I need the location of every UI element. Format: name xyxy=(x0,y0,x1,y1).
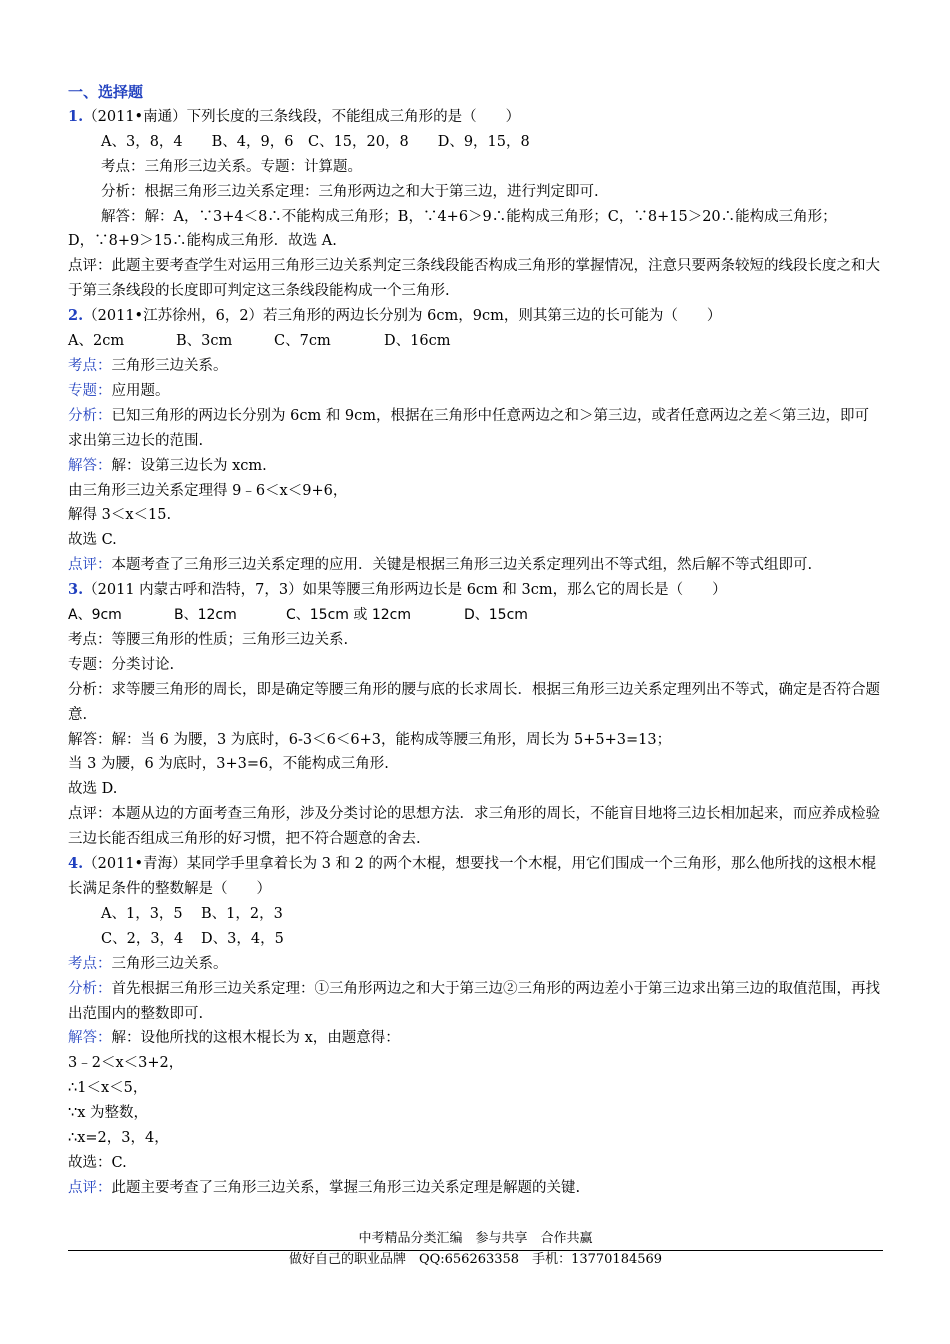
q3-options xyxy=(68,603,883,628)
q3-number: 3. xyxy=(68,581,84,599)
q2-zhuanti: 专题：应用题。 xyxy=(68,382,170,399)
q2-step3: 故选 C. xyxy=(68,532,117,549)
q4-jieda: 解答：解：设他所找的这根木棍长为 x，由题意得： xyxy=(68,1030,400,1047)
q1-jieda-line1: 解答：解：A，∵3+4＜8∴不能构成三角形；B，∵4+6＞9∴能构成三角形；C，∵8+15＞20∴能构成三角形； xyxy=(101,208,837,225)
footer-line2: 做好自己的职业品牌 QQ:656263358 手机：13770184569 xyxy=(288,1252,663,1267)
q2-option-a: A、2cm xyxy=(68,333,125,350)
q4-options-row2 xyxy=(68,927,883,952)
q2-number: 2. xyxy=(68,307,84,325)
q4-option-c: C、2，3，4 xyxy=(101,930,184,947)
q1-options: A、3，8，4 B、4，9，6 C、15，20，8 D、9，15，8 xyxy=(101,133,530,150)
q2-step2: 解得 3＜x＜15. xyxy=(68,507,172,524)
q2-option-c: C、7cm xyxy=(274,333,331,350)
q2-stem: 2.（2011•江苏徐州，6，2）若三角形的两边长分别为 6cm，9cm，则其第三边的长可能为（ ） xyxy=(68,307,722,325)
q4-option-d: D、3，4，5 xyxy=(201,930,284,947)
q1-kaodian: 考点：三角形三边关系。专题：计算题。 xyxy=(101,158,362,175)
q3-stem: 3.（2011 内蒙古呼和浩特，7，3）如果等腰三角形两边长是 6cm 和 3cm，那么它的周长是（ ） xyxy=(68,581,727,599)
q4-step3: ∵x 为整数， xyxy=(68,1105,149,1122)
q3-fenxi: 分析：求等腰三角形的周长，即是确定等腰三角形的腰与底的长求周长．根据三角形三边关系定理列出不等式，确定是否符合题意. xyxy=(68,681,880,723)
q4-stem: 4.（2011•青海）某同学手里拿着长为 3 和 2 的两个木棍，想要找一个木棍，用它们围成一个三角形，那么他所找的这根木棍长满足条件的整数解是（ ） xyxy=(68,855,876,897)
q3-option-b: B、12cm xyxy=(174,607,237,624)
q2-kaodian: 考点：三角形三边关系。 xyxy=(68,357,228,374)
q4-number: 4. xyxy=(68,855,84,873)
q3-dianping: 点评：本题从边的方面考查三角形，涉及分类讨论的思想方法．求三角形的周长，不能盲目地将三边长相加起来，而应养成检验三边长能否组成三角形的好习惯，把不符合题意的舍去. xyxy=(68,806,880,848)
q2-step1: 由三角形三边关系定理得 9﹣6＜x＜9+6， xyxy=(68,482,348,499)
q3-option-d: D、15cm xyxy=(464,607,528,624)
q4-dianping: 点评：此题主要考查了三角形三边关系，掌握三角形三边关系定理是解题的关键. xyxy=(68,1179,581,1196)
section-title: 一、选择题 xyxy=(68,83,144,101)
q1-jieda-line2: D，∵8+9＞15∴能构成三角形．故选 A. xyxy=(68,233,337,250)
footer-line1: 中考精品分类汇编 参与共享 合作共赢 xyxy=(358,1231,593,1246)
q2-option-d: D、16cm xyxy=(384,333,451,350)
q1-number: 1. xyxy=(68,107,84,125)
q4-step2: ∴1＜x＜5， xyxy=(68,1080,148,1097)
q3-kaodian: 考点：等腰三角形的性质；三角形三边关系. xyxy=(68,631,349,648)
q2-option-b: B、3cm xyxy=(176,333,233,350)
q1-dianping: 点评：此题主要考查学生对运用三角形三边关系判定三条线段能否构成三角形的掌握情况，注意只要两条较短的线段长度之和大于第三条线段的长度即可判定这三条线段能构成一个三角形. xyxy=(68,258,880,300)
document-body xyxy=(68,80,883,1201)
q4-options-row1 xyxy=(68,902,883,927)
q2-dianping: 点评：本题考查了三角形三边关系定理的应用．关键是根据三角形三边关系定理列出不等式组，然后解不等式组即可. xyxy=(68,557,813,574)
page-footer xyxy=(68,1230,883,1269)
q4-step1: 3﹣2＜x＜3+2， xyxy=(68,1055,184,1072)
q4-fenxi: 分析：首先根据三角形三边关系定理：①三角形两边之和大于第三边②三角形的两边差小于第三边求出第三边的取值范围，再找出范围内的整数即可. xyxy=(68,980,880,1022)
q3-jieda-line3: 故选 D. xyxy=(68,781,118,798)
q3-jieda-line2: 当 3 为腰，6 为底时，3+3=6，不能构成三角形. xyxy=(68,756,389,773)
q3-option-a: A、9cm xyxy=(68,607,122,624)
q1-fenxi: 分析：根据三角形三边关系定理：三角形两边之和大于第三边，进行判定即可. xyxy=(101,183,599,200)
q4-step4: ∴x=2，3，4， xyxy=(68,1130,169,1147)
q3-option-c: C、15cm 或 12cm xyxy=(286,607,411,624)
q1-stem: 1.（2011•南通）下列长度的三条线段，不能组成三角形的是（ ） xyxy=(68,107,521,125)
q3-jieda-line1: 解答：解：当 6 为腰，3 为底时，6-3＜6＜6+3，能构成等腰三角形，周长为 5+5+3=13； xyxy=(68,731,672,748)
q3-zhuanti: 专题：分类讨论. xyxy=(68,656,175,673)
q2-options xyxy=(68,329,883,354)
q2-jieda: 解答：解：设第三边长为 xcm. xyxy=(68,457,267,474)
q2-fenxi: 分析：已知三角形的两边长分别为 6cm 和 9cm，根据在三角形中任意两边之和＞第三边，或者任意两边之差＜第三边，即可求出第三边长的范围. xyxy=(68,407,870,449)
q4-kaodian: 考点：三角形三边关系。 xyxy=(68,955,228,972)
q4-step5: 故选：C. xyxy=(68,1154,127,1171)
q4-option-a: A、1，3，5 xyxy=(101,905,183,922)
q4-option-b: B、1，2，3 xyxy=(201,905,283,922)
